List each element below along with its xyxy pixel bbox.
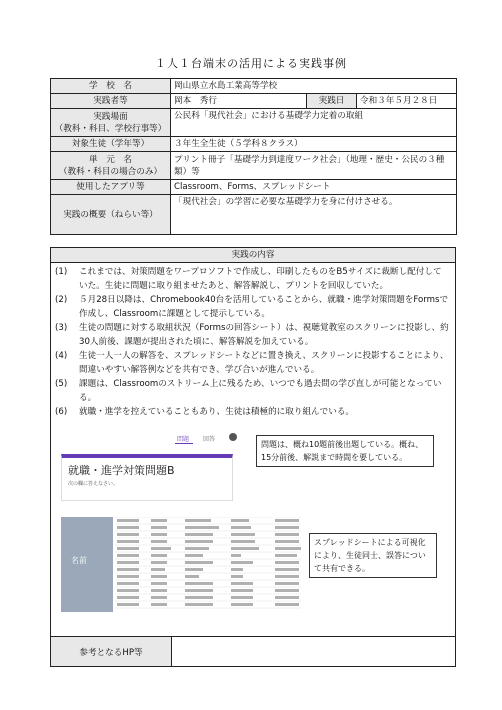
- apps-label: 使用したアプリ等: [51, 180, 171, 195]
- tab-underline: [175, 443, 193, 444]
- practitioner-value: 岡本 秀行: [171, 94, 307, 109]
- scene-value: 公民科「現代社会」における基礎学力定着の取組: [171, 109, 457, 137]
- item-number: (6): [55, 407, 68, 417]
- item-text: ５月28日以降は、Chromebook40台を活用していることから、就職・進学対策問題をFormsで作成し、Classroomに課題として提示している。: [79, 295, 449, 319]
- form-description: 次の欄に答えなさい。: [68, 481, 119, 487]
- content-list: [55, 265, 449, 419]
- form-header-card: [61, 454, 233, 501]
- form-title: 就職・進学対策問題B: [68, 464, 175, 477]
- response-count-badge: [229, 433, 237, 441]
- unit-label-sub: （教科・科目の場合のみ）: [58, 166, 163, 177]
- tab-questions: 問題: [177, 436, 190, 443]
- form-tabs: [173, 432, 253, 444]
- date-value: 令和３年５月２８日: [357, 94, 457, 109]
- list-item: [55, 405, 449, 419]
- name-column-block: [61, 517, 113, 612]
- list-item: [55, 321, 449, 349]
- overview-label: 実践の概要（ねらい等）: [51, 195, 171, 235]
- reference-value: [172, 637, 455, 666]
- list-item: [55, 293, 449, 321]
- unit-label: [51, 152, 171, 180]
- target-label: 対象生徒（学年等）: [51, 137, 171, 152]
- reference-label: 参考となるHP等: [51, 637, 172, 666]
- item-text: 課題は、Classroomのストリーム上に残るため、いつでも過去問の学び直しが可能となっている。: [79, 379, 442, 403]
- item-number: (5): [55, 379, 68, 389]
- scene-label-sub: （教科・科目、学校行事等）: [54, 123, 167, 134]
- unit-label-main: 単 元 名: [89, 154, 132, 165]
- list-item: [55, 265, 449, 293]
- target-value: ３年生全生徒（５学科８クラス）: [171, 137, 457, 152]
- item-number: (1): [55, 267, 68, 277]
- callout-note-questions: 問題は、概ね10題前後出題している。概ね、15分前後、解説まで時間を要している。: [256, 435, 434, 467]
- school-value: 岡山県立水島工業高等学校: [171, 79, 457, 94]
- spreadsheet-grid: [115, 517, 301, 612]
- item-text: これまでは、対策問題をワープロソフトで作成し、印刷したものをB5サイズに裁断し配付していた。生徒に問題に取り組ませたあと、解答解説し、プリントを回収していた。: [79, 267, 442, 291]
- tab-responses: 回答: [203, 436, 216, 443]
- date-label: 実践日: [307, 94, 357, 109]
- scene-label: [51, 109, 171, 137]
- info-table: [50, 78, 457, 235]
- content-heading: 実践の内容: [51, 247, 455, 263]
- item-text: 就職・進学を控えていることもあり、生徒は積極的に取り組んでいる。: [79, 407, 355, 417]
- school-label: 学 校 名: [51, 79, 171, 94]
- page-title: １人１台端末の活用による実践事例: [155, 57, 347, 70]
- item-text: 生徒一人一人の解答を、スプレッドシートなどに置き換え、スクリーンに投影することにより、間違いやすい解答例などを共有でき、学び合いが進んでいる。: [79, 351, 449, 375]
- list-item: [55, 377, 449, 405]
- overview-value: 「現代社会」の学習に必要な基礎学力を身に付けさせる。: [171, 195, 457, 235]
- apps-value: Classroom、Forms、スプレッドシート: [171, 180, 457, 195]
- scene-label-main: 実践場面: [93, 111, 128, 122]
- reference-row: [50, 637, 456, 667]
- list-item: [55, 349, 449, 377]
- item-number: (2): [55, 295, 68, 305]
- item-number: (3): [55, 323, 68, 333]
- item-text: 生徒の問題に対する取組状況（Formsの回答シート）は、視聴覚教室のスクリーンに投影し、約30人前後、課題が提出された頃に、解答解説を加えている。: [79, 323, 449, 347]
- unit-value: プリント冊子「基礎学力到達度ワーク社会」（地理・歴史・公民の３種類）等: [171, 152, 457, 180]
- name-column-label: 名前: [71, 556, 87, 565]
- practitioner-label: 実践者等: [51, 94, 171, 109]
- content-section: [50, 247, 456, 637]
- callout-note-spreadsheet: スプレッドシートによる可視化により、生徒同士、誤答について共有できる。: [309, 533, 437, 578]
- item-number: (4): [55, 351, 68, 361]
